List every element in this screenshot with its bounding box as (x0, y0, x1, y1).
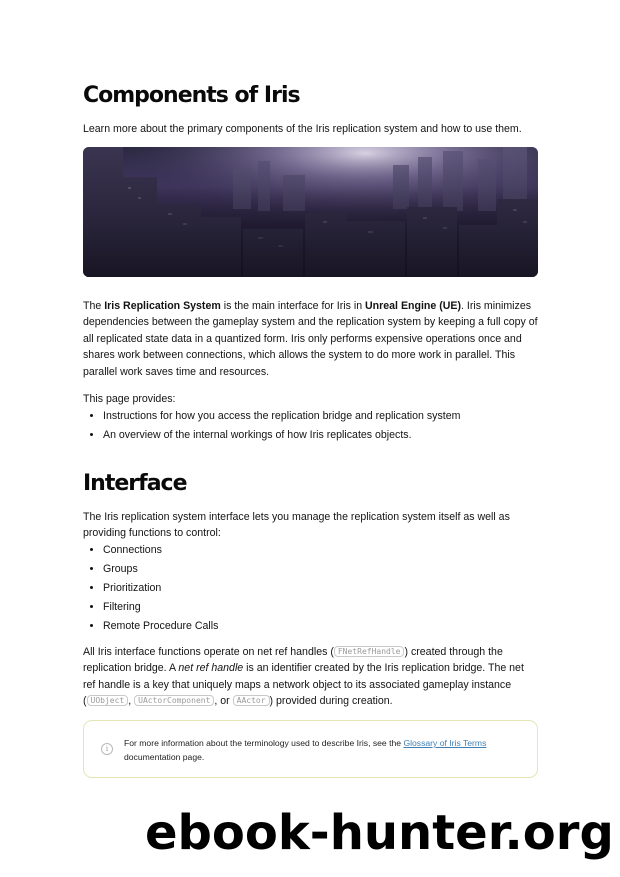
iris-overview-paragraph (83, 298, 538, 380)
text: documentation page. (124, 752, 205, 762)
text: For more information about the terminology used to describe Iris, see the (124, 738, 404, 748)
list-item: • Prioritization (103, 580, 558, 596)
list-item: • Instructions for how you access the replication bridge and replication system (103, 408, 558, 424)
text: . Iris minimizes dependencies between the gameplay system and the replication system by keeping a full copy of all replicated state data in a quantized form. Iris only performs expensive operations once and shares work between connections, which allows the system to do more work in parallel. This parallel work saves time and resources. (83, 300, 538, 378)
list-item: • Filtering (103, 599, 558, 615)
text: ) created through the replication bridge. A (83, 646, 503, 675)
city-skyline-illustration (83, 147, 538, 277)
provides-list (83, 408, 558, 446)
text: , or (214, 695, 233, 708)
text: is an identifier created by the Iris replication bridge. The net ref handle is a key that uniquely maps a network object to its associated gameplay instance ( (83, 662, 524, 708)
net-ref-handle-paragraph (83, 644, 538, 710)
term-iris-replication-system: Iris Replication System (104, 300, 221, 312)
text: The (83, 300, 105, 312)
watermark-text: ebook-hunter.org (145, 805, 614, 861)
text: ) provided during creation. (269, 695, 393, 708)
interface-intro: The Iris replication system interface lets you manage the replication system itself as well as providing functions to control: (83, 511, 510, 540)
hero-image-city (83, 147, 538, 277)
code-uobject: UObject (87, 695, 129, 706)
callout-text (124, 736, 524, 764)
text: All Iris interface functions operate on net ref handles ( (83, 646, 334, 658)
intro-paragraph: Learn more about the primary components of the Iris replication system and how to use them. (83, 123, 522, 135)
provides-intro: This page provides: (83, 393, 176, 405)
text: , (128, 695, 135, 708)
term-unreal-engine: Unreal Engine (UE) (365, 300, 461, 312)
text: is the main interface for Iris in (220, 300, 366, 312)
interface-controls-list (83, 542, 558, 637)
info-callout (83, 720, 538, 778)
code-fnetrefhandle: FNetRefHandle (334, 646, 405, 657)
page-title: Components of Iris (83, 83, 300, 108)
glossary-link[interactable]: Glossary of Iris Terms (403, 738, 487, 748)
list-item: • Connections (103, 542, 558, 558)
list-item: • An overview of the internal workings of how Iris replicates objects. (103, 427, 558, 443)
code-uactorcomponent: UActorComponent (134, 695, 214, 706)
term-net-ref-handle: net ref handle (178, 662, 244, 675)
code-aactor: AActor (233, 695, 270, 706)
list-item: • Groups (103, 561, 558, 577)
info-icon: i (101, 743, 113, 755)
list-item: • Remote Procedure Calls (103, 618, 558, 634)
section-title-interface: Interface (83, 471, 187, 496)
